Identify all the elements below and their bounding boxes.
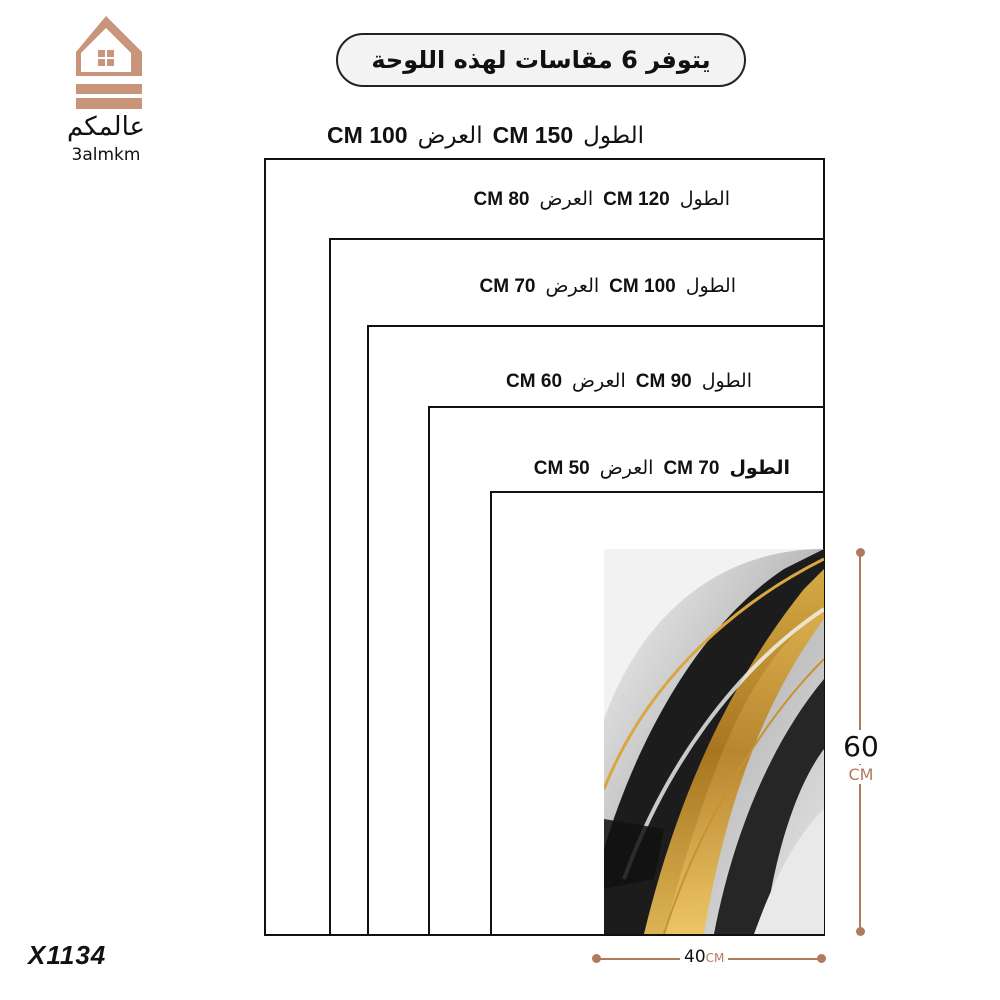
width-word: العرض [539, 188, 594, 210]
length-word: الطول [583, 123, 644, 149]
height-top-marker [856, 548, 865, 557]
width-value: 60 CM [506, 371, 563, 392]
height-bottom-marker [856, 927, 865, 936]
length-word: الطول [729, 457, 790, 479]
width-value: 100 CM [327, 122, 408, 148]
artwork-image [604, 549, 824, 934]
length-word: الطول [685, 275, 736, 297]
length-value: 70 CM [663, 458, 720, 479]
length-value: 100 CM [609, 276, 676, 297]
width-value: 50 CM [533, 458, 590, 479]
width-word: العرض [599, 457, 654, 479]
brand-name-en: 3almkm [71, 145, 141, 165]
width-word: العرض [417, 123, 483, 149]
size-label-3 [479, 275, 736, 298]
length-word: الطول [701, 370, 752, 392]
size-label-2 [473, 188, 730, 211]
size-label-1 [327, 122, 644, 149]
height-unit: CM [838, 765, 884, 784]
brand-name-ar: عالمكم [66, 112, 146, 142]
width-unit: CM [705, 951, 725, 965]
size-label-4 [506, 370, 752, 393]
brand-logo-icon [68, 14, 144, 110]
width-value: 70 CM [479, 276, 536, 297]
width-value: 40 [684, 947, 706, 967]
width-right-marker [817, 954, 826, 963]
size-label-5 [534, 457, 790, 480]
sizes-title: يتوفر 6 مقاسات لهذه اللوحة [336, 33, 746, 87]
product-code: X1134 [28, 940, 107, 970]
height-value: 60 [838, 730, 884, 764]
length-value: 90 CM [635, 371, 692, 392]
width-word: العرض [572, 370, 626, 392]
width-value: 80 CM [473, 189, 530, 210]
width-label [680, 947, 728, 967]
length-word: الطول [679, 188, 730, 210]
length-value: 120 CM [603, 189, 670, 210]
width-left-marker [592, 954, 601, 963]
length-value: 150 CM [492, 122, 574, 148]
width-word: العرض [545, 275, 600, 297]
